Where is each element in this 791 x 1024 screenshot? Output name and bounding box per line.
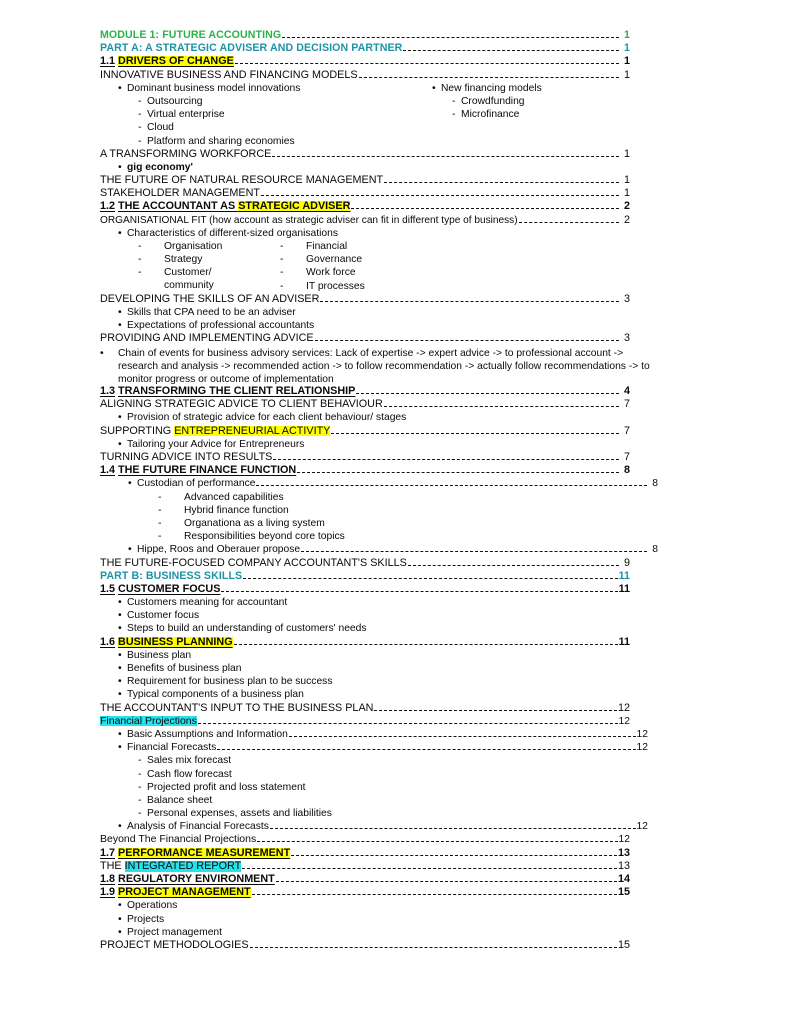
- section-title: TRANSFORMING THE CLIENT RELATIONSHIP: [118, 385, 356, 398]
- page-number: 4: [623, 385, 630, 398]
- leader-dots: [250, 947, 617, 948]
- list-item-label: - Virtual enterprise: [147, 109, 225, 121]
- toc-entry-1-7[interactable]: [100, 848, 630, 861]
- page-number: 1: [623, 174, 630, 187]
- leader-dots: [273, 459, 619, 460]
- toc-label: PROJECT METHODOLOGIES: [100, 938, 249, 951]
- page-number: 7: [623, 451, 630, 464]
- leader-dots: [519, 222, 619, 223]
- leader-dots: [289, 736, 636, 737]
- list-item-label: - Organationa as a living system: [184, 517, 325, 529]
- list-item: [100, 808, 668, 821]
- leader-dots: [384, 182, 619, 183]
- list-item: [100, 795, 668, 808]
- list-item: [100, 676, 648, 689]
- leader-dots: [242, 868, 617, 869]
- toc-label: PART B: BUSINESS SKILLS: [100, 569, 243, 582]
- toc-label: ALIGNING STRATEGIC ADVICE TO CLIENT BEHAVIOUR: [100, 398, 383, 411]
- leader-dots: [217, 749, 635, 750]
- list-item: [100, 782, 668, 795]
- list-item: [100, 412, 648, 425]
- list-item: [100, 531, 688, 544]
- toc-entry-hippe[interactable]: [100, 544, 658, 557]
- list-item: [100, 267, 280, 280]
- toc-entry-beyond-projections[interactable]: [100, 834, 630, 847]
- list-item: [280, 241, 630, 254]
- list-item: [100, 755, 668, 768]
- page-number: 1: [623, 68, 630, 81]
- toc-label: • Analysis of Financial Forecasts: [127, 821, 269, 833]
- page-number: 2: [623, 213, 630, 226]
- leader-dots: [403, 50, 619, 51]
- leader-dots: [359, 77, 619, 78]
- list-item-label: - Strategy: [164, 254, 203, 266]
- leader-dots: [234, 644, 618, 645]
- page-number: 7: [623, 424, 630, 437]
- leader-dots: [252, 894, 617, 895]
- toc-label-highlighted: INTEGRATED REPORT: [124, 859, 242, 872]
- section-title: THE ACCOUNTANT AS: [118, 200, 239, 213]
- toc-label: STAKEHOLDER MANAGEMENT: [100, 187, 260, 200]
- section-title-highlighted: PERFORMANCE MEASUREMENT: [118, 846, 291, 859]
- page-number: 3: [623, 292, 630, 305]
- toc-label: THE FUTURE-FOCUSED COMPANY ACCOUNTANT'S SKILLS: [100, 556, 407, 569]
- page-number: 3: [623, 332, 630, 345]
- leader-dots: [243, 578, 617, 579]
- column-right: [280, 241, 630, 294]
- list-item-label: • Characteristics of different-sized organisations: [127, 227, 338, 239]
- leader-dots: [320, 301, 619, 302]
- list-item: [100, 109, 400, 122]
- page-number: 9: [623, 556, 630, 569]
- section-title: REGULATORY ENVIRONMENT: [118, 873, 275, 886]
- list-item: [280, 267, 630, 280]
- section-title-highlighted: PROJECT MANAGEMENT: [118, 886, 251, 899]
- section-number: 1.4: [100, 464, 116, 477]
- toc-label: • Financial Forecasts: [127, 742, 217, 754]
- page-number: 1: [624, 42, 630, 55]
- list-item-label: - Sales mix forecast: [147, 755, 232, 767]
- list-item: [414, 83, 630, 96]
- list-item-label: - IT processes: [306, 280, 365, 292]
- list-item-label: - Personal expenses, assets and liabilities: [147, 808, 332, 820]
- toc-entry-aligning-advice[interactable]: [100, 399, 630, 412]
- leader-dots: [315, 340, 619, 341]
- toc-label: THE FUTURE OF NATURAL RESOURCE MANAGEMENT: [100, 174, 384, 187]
- page-number: 12: [618, 834, 630, 846]
- section-number: 1.3: [100, 385, 116, 398]
- toc-label: • Hippe, Roos and Oberauer propose: [137, 544, 301, 556]
- list-item: [100, 927, 648, 940]
- toc-label: SUPPORTING: [100, 424, 175, 437]
- toc-entry-innovative-models[interactable]: [100, 70, 630, 83]
- list-item: [100, 241, 280, 254]
- page-number: 12: [617, 701, 630, 714]
- list-item-label: - Microfinance: [461, 109, 520, 121]
- toc-entry-organisational-fit[interactable]: [100, 215, 630, 228]
- list-item: [414, 109, 630, 122]
- list-item-label: • Steps to build an understanding of customers' needs: [127, 623, 367, 635]
- toc-entry-part-b[interactable]: [100, 571, 630, 584]
- toc-entry-custodian[interactable]: [100, 478, 658, 491]
- page-number: 1: [623, 147, 630, 160]
- list-item: [100, 307, 648, 320]
- toc-label: INNOVATIVE BUSINESS AND FINANCING MODELS: [100, 68, 358, 81]
- list-item-label: • Typical components of a business plan: [127, 689, 304, 701]
- leader-dots: [221, 591, 617, 592]
- page-number: 15: [617, 938, 630, 951]
- list-item-label: • Operations: [127, 900, 178, 912]
- leader-dots: [408, 565, 619, 566]
- toc-label: • Custodian of performance: [137, 478, 256, 490]
- list-item-label: • Customer focus: [127, 610, 200, 622]
- toc-entry-1-4[interactable]: [100, 465, 630, 478]
- list-item: [100, 518, 688, 531]
- leader-dots: [374, 710, 617, 711]
- page-number: 11: [618, 635, 630, 648]
- list-item: [100, 623, 648, 636]
- toc-entry-1-2[interactable]: [100, 201, 630, 214]
- list-item: [100, 900, 648, 913]
- toc-label: THE ACCOUNTANT'S INPUT TO THE BUSINESS PLAN: [100, 701, 374, 714]
- list-item-label: • Projects: [127, 913, 165, 925]
- list-item-label: • Skills that CPA need to be an adviser: [127, 306, 296, 318]
- list-item-label: - Organisation: [164, 241, 223, 252]
- leader-dots: [351, 208, 619, 209]
- list-item: [100, 505, 688, 518]
- page-number: 1: [624, 29, 630, 41]
- section-number: 1.5: [100, 582, 116, 595]
- list-item: [100, 96, 400, 109]
- toc-label: PART A: A STRATEGIC ADVISER AND DECISION PARTNER: [100, 42, 403, 55]
- toc-entry-transforming-workforce[interactable]: [100, 149, 630, 162]
- leader-dots: [282, 37, 619, 38]
- page-number: 11: [618, 582, 630, 595]
- leader-dots: [257, 841, 617, 842]
- toc-entry-providing-advice[interactable]: [100, 333, 630, 346]
- leader-dots: [276, 881, 617, 882]
- list-item: [414, 96, 630, 109]
- toc-label-highlighted: ENTREPRENEURIAL ACTIVITY: [174, 424, 331, 437]
- list-item: [100, 136, 400, 149]
- section-number: 1.8: [100, 873, 116, 886]
- page-number: 15: [617, 886, 630, 899]
- list-item-label: • Project management: [127, 926, 223, 938]
- toc-entry-developing-skills[interactable]: [100, 294, 630, 307]
- list-item: [100, 914, 648, 927]
- list-item-label: • New financing models: [441, 82, 542, 94]
- toc-entry-1-6[interactable]: [100, 637, 630, 650]
- two-column-characteristics: [100, 241, 630, 294]
- leader-dots: [384, 406, 619, 407]
- toc-entry-future-focused-skills[interactable]: [100, 558, 630, 571]
- section-number: 1.9: [100, 886, 116, 899]
- page-number: 11: [618, 569, 630, 582]
- toc-entry-financial-forecasts[interactable]: [100, 742, 648, 755]
- list-item-label: • Requirement for business plan to be success: [127, 676, 333, 688]
- list-item: [100, 254, 280, 267]
- page-number: 12: [636, 728, 648, 740]
- list-item-label: • Provision of strategic advice for each client behaviour/ stages: [127, 412, 407, 424]
- list-item-label: - Outsourcing: [147, 95, 203, 107]
- list-item-label: Chain of events for business advisory services: Lack of expertise -> expert advice -> to professional account -> research and analysis -> recommended action -> to follow recommendation -> actually follow recommendations -> to monitor progress or outcome of implementation: [118, 347, 650, 385]
- page-number: 12: [618, 715, 630, 727]
- page-number: 13: [617, 859, 630, 872]
- column-left: [100, 83, 400, 149]
- leader-dots: [301, 551, 647, 552]
- leader-dots: [261, 195, 619, 196]
- leader-dots: [270, 828, 636, 829]
- list-item-label: - Cloud: [147, 122, 174, 134]
- toc-entry-basic-assumptions[interactable]: [100, 729, 648, 742]
- list-item-label: - Crowdfunding: [461, 95, 525, 107]
- list-item-label: • gig economy': [127, 161, 193, 173]
- section-number: 1.6: [100, 635, 116, 648]
- list-item: [280, 254, 630, 267]
- list-item-label: - Advanced capabilities: [184, 491, 284, 503]
- section-number: 1.1: [100, 55, 116, 68]
- list-item-chain-of-events: [100, 347, 658, 387]
- list-item: [100, 663, 648, 676]
- section-number: 1.2: [100, 200, 116, 213]
- list-item: [100, 228, 648, 241]
- list-item-label: - Cash flow forecast: [147, 768, 232, 780]
- list-item: [100, 122, 400, 135]
- list-item-label: - Projected profit and loss statement: [147, 781, 306, 793]
- list-item: [100, 610, 648, 623]
- leader-dots: [272, 156, 619, 157]
- toc-entry-1-9[interactable]: [100, 887, 630, 900]
- bullet-glyph: [109, 348, 118, 359]
- toc-label: PROVIDING AND IMPLEMENTING ADVICE: [100, 332, 314, 345]
- list-item-label: - Balance sheet: [147, 794, 213, 806]
- toc-entry-1-5[interactable]: [100, 584, 630, 597]
- list-item-label: • Customers meaning for accountant: [127, 597, 288, 609]
- list-item: [100, 689, 648, 702]
- section-title: THE FUTURE FINANCE FUNCTION: [118, 464, 297, 477]
- list-item-label: - Responsibilities beyond core topics: [184, 531, 345, 543]
- page-number: 7: [623, 398, 630, 411]
- list-item-label: - Financial: [306, 241, 348, 252]
- leader-dots: [331, 433, 619, 434]
- page-number: 12: [636, 821, 648, 833]
- list-item-label: • Business plan: [127, 649, 192, 661]
- list-item: [100, 597, 648, 610]
- list-item-label: - Governance: [306, 254, 363, 266]
- section-title: CUSTOMER FOCUS: [118, 582, 221, 595]
- list-item-label: - Customer/: [164, 267, 212, 279]
- toc-label: • Basic Assumptions and Information: [127, 728, 288, 740]
- page-number: 12: [636, 742, 648, 754]
- page-number: 8: [623, 464, 630, 477]
- section-title-highlighted: BUSINESS PLANNING: [118, 635, 233, 648]
- list-item-label: • Benefits of business plan: [127, 663, 242, 675]
- two-column-block-models: [100, 83, 630, 149]
- toc-entry-project-methodologies[interactable]: [100, 940, 630, 953]
- toc-entry-accountants-input[interactable]: [100, 703, 630, 716]
- toc-label: A TRANSFORMING WORKFORCE: [100, 147, 272, 160]
- list-item-label: • Expectations of professional accountants: [127, 320, 315, 332]
- list-item: [100, 83, 400, 96]
- leader-dots: [235, 63, 619, 64]
- section-title-highlighted: DRIVERS OF CHANGE: [118, 55, 234, 68]
- leader-dots: [198, 723, 618, 724]
- leader-dots: [356, 393, 619, 394]
- toc-label: DEVELOPING THE SKILLS OF AN ADVISER: [100, 292, 320, 305]
- leader-dots: [256, 485, 647, 486]
- toc-entry-supporting-entrepreneurial[interactable]: [100, 426, 630, 439]
- list-item-continuation: [100, 281, 280, 294]
- list-item-label: • Tailoring your Advice for Entrepreneurs: [127, 438, 305, 450]
- list-item: [100, 650, 648, 663]
- list-item-label: - Hybrid finance function: [184, 504, 289, 516]
- toc-label: THE: [100, 859, 125, 872]
- list-item-label: - Platform and sharing economies: [147, 135, 295, 147]
- toc-label: MODULE 1: FUTURE ACCOUNTING: [100, 29, 282, 41]
- page-number: 8: [652, 478, 658, 490]
- column-right: [400, 83, 630, 149]
- section-title-highlighted: STRATEGIC ADVISER: [238, 200, 351, 213]
- leader-dots: [291, 855, 617, 856]
- leader-dots: [297, 472, 619, 473]
- page-number: 1: [623, 55, 630, 68]
- toc-entry-1-1[interactable]: [100, 56, 630, 69]
- toc-label: ORGANISATIONAL FIT (how account as strategic adviser can fit in different type of business): [100, 214, 518, 226]
- page-number: 8: [652, 544, 658, 556]
- page-number: 13: [617, 846, 630, 859]
- list-item-label: community: [164, 279, 214, 291]
- section-number: 1.7: [100, 846, 116, 859]
- toc-label: TURNING ADVICE INTO RESULTS: [100, 451, 273, 464]
- list-item: [280, 281, 630, 294]
- toc-label: Beyond The Financial Projections: [100, 833, 257, 846]
- page-number: 14: [617, 873, 630, 886]
- table-of-contents: [100, 29, 658, 953]
- list-item-label: • Dominant business model innovations: [127, 82, 301, 94]
- toc-label-highlighted: Financial Projections: [100, 714, 197, 727]
- page-number: 2: [623, 200, 630, 213]
- list-item-label: - Work force: [306, 267, 356, 279]
- page-number: 1: [623, 187, 630, 200]
- column-left: [100, 241, 280, 294]
- toc-entry-financial-projections[interactable]: [100, 716, 630, 729]
- list-item: [100, 769, 668, 782]
- list-item: [100, 492, 688, 505]
